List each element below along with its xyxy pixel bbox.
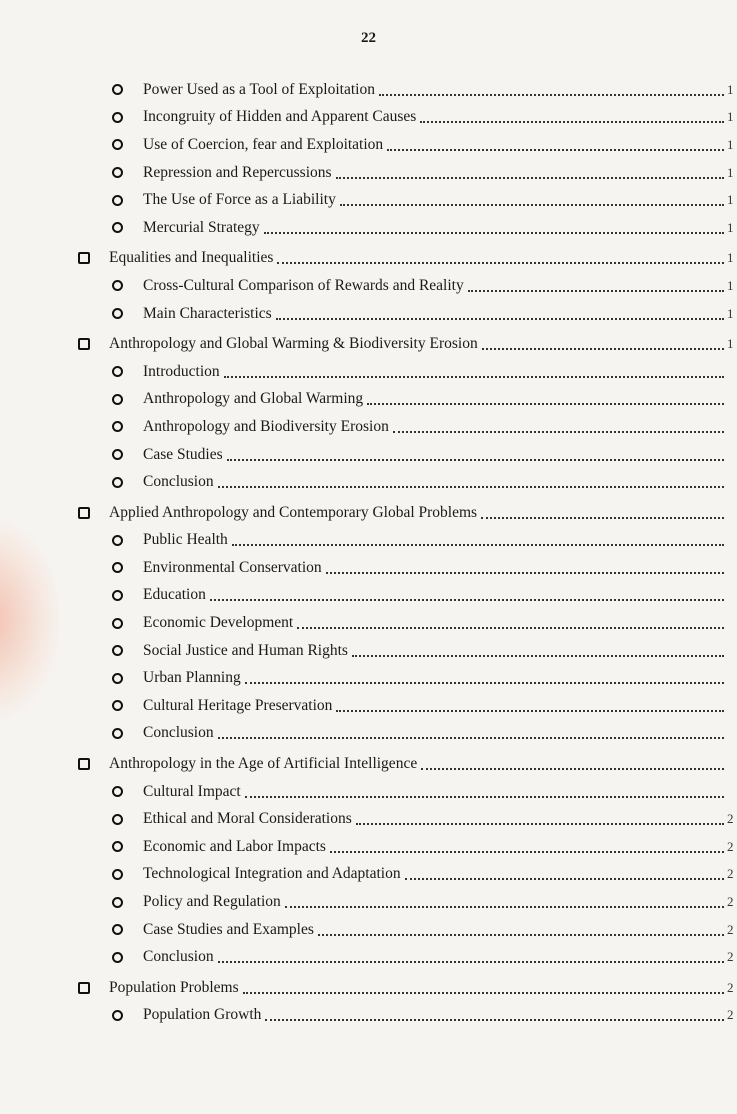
circle-bullet-icon (112, 394, 123, 405)
entry-page-number: 1 (727, 192, 734, 208)
toc-subsection-entry (0, 76, 737, 104)
entry-page-number: 1 (727, 81, 734, 97)
toc-subsection-entry (0, 214, 737, 242)
circle-bullet-icon (112, 786, 123, 797)
circle-bullet-icon (112, 366, 123, 377)
entry-label: Environmental Conservation (143, 558, 322, 576)
circle-bullet-icon (112, 700, 123, 711)
entry-page-number: 2 (727, 949, 734, 965)
circle-bullet-icon (112, 952, 123, 963)
dot-leader (218, 737, 724, 739)
entry-label: Applied Anthropology and Contemporary Global Problems (109, 503, 478, 521)
dot-leader (297, 627, 724, 629)
circle-bullet-icon (112, 645, 123, 656)
dot-leader (277, 262, 724, 264)
toc-subsection-entry (0, 692, 737, 720)
dot-leader (379, 94, 724, 96)
entry-label: Incongruity of Hidden and Apparent Causes (143, 108, 417, 126)
dot-leader (227, 459, 724, 461)
entry-label: Case Studies (143, 445, 223, 463)
square-bullet-icon (78, 507, 90, 519)
entry-label: Economic and Labor Impacts (143, 837, 326, 855)
entry-page-number: 2 (727, 866, 734, 882)
toc-subsection-entry (0, 720, 737, 748)
toc-subsection-entry (0, 943, 737, 971)
toc-section-entry (0, 245, 737, 273)
entry-page-number: 1 (727, 109, 734, 125)
toc-subsection-entry (0, 582, 737, 610)
entry-label: Equalities and Inequalities (109, 249, 274, 267)
toc-subsection-entry (0, 468, 737, 496)
table-of-contents (0, 76, 737, 1029)
dot-leader (482, 348, 724, 350)
circle-bullet-icon (112, 673, 123, 684)
dot-leader (276, 318, 724, 320)
entry-page-number: 1 (727, 336, 734, 352)
circle-bullet-icon (112, 421, 123, 432)
circle-bullet-icon (112, 222, 123, 233)
entry-label: Ethical and Moral Considerations (143, 810, 352, 828)
entry-label: Cultural Heritage Preservation (143, 696, 333, 714)
dot-leader (367, 403, 724, 405)
dot-leader (420, 121, 724, 123)
toc-subsection-entry (0, 833, 737, 861)
toc-subsection-entry (0, 861, 737, 889)
entry-label: Main Characteristics (143, 304, 272, 322)
entry-page-number: 1 (727, 277, 734, 293)
dot-leader (210, 599, 724, 601)
entry-label: The Use of Force as a Liability (143, 191, 336, 209)
page-number: 22 (361, 30, 376, 46)
circle-bullet-icon (112, 112, 123, 123)
dot-leader (218, 961, 724, 963)
dot-leader (245, 682, 724, 684)
toc-section-entry (0, 974, 737, 1002)
entry-page-number: 2 (727, 894, 734, 910)
dot-leader (245, 796, 724, 798)
dot-leader (336, 177, 724, 179)
toc-section-entry (0, 750, 737, 778)
entry-page-number: 2 (727, 1007, 734, 1023)
dot-leader (336, 710, 724, 712)
square-bullet-icon (78, 252, 90, 264)
entry-label: Anthropology and Biodiversity Erosion (143, 417, 389, 435)
dot-leader (340, 204, 724, 206)
entry-label: Case Studies and Examples (143, 920, 314, 938)
circle-bullet-icon (112, 728, 123, 739)
circle-bullet-icon (112, 84, 123, 95)
entry-page-number: 2 (727, 811, 734, 827)
dot-leader (285, 906, 724, 908)
toc-subsection-entry (0, 272, 737, 300)
circle-bullet-icon (112, 869, 123, 880)
toc-subsection-entry (0, 413, 737, 441)
toc-subsection-entry (0, 358, 737, 386)
toc-subsection-entry (0, 778, 737, 806)
dot-leader (218, 486, 724, 488)
circle-bullet-icon (112, 1010, 123, 1021)
entry-label: Power Used as a Tool of Exploitation (143, 80, 375, 98)
toc-subsection-entry (0, 131, 737, 159)
dot-leader (232, 544, 724, 546)
entry-label: Technological Integration and Adaptation (143, 865, 401, 883)
entry-label: Population Problems (109, 978, 239, 996)
entry-label: Anthropology and Global Warming & Biodiversity Erosion (109, 335, 478, 353)
dot-leader (356, 823, 724, 825)
toc-subsection-entry (0, 805, 737, 833)
circle-bullet-icon (112, 195, 123, 206)
dot-leader (421, 768, 724, 770)
dot-leader (265, 1019, 724, 1021)
toc-subsection-entry (0, 527, 737, 555)
entry-page-number: 1 (727, 136, 734, 152)
toc-subsection-entry (0, 300, 737, 328)
dot-leader (352, 655, 724, 657)
toc-subsection-entry (0, 1002, 737, 1030)
entry-label: Anthropology in the Age of Artificial Intelligence (109, 755, 418, 773)
entry-label: Conclusion (143, 473, 214, 491)
toc-subsection-entry (0, 609, 737, 637)
entry-label: Cultural Impact (143, 782, 241, 800)
circle-bullet-icon (112, 477, 123, 488)
entry-page-number: 1 (727, 164, 734, 180)
toc-subsection-entry (0, 104, 737, 132)
toc-subsection-entry (0, 386, 737, 414)
entry-label: Conclusion (143, 724, 214, 742)
dot-leader (224, 376, 724, 378)
circle-bullet-icon (112, 841, 123, 852)
toc-subsection-entry (0, 159, 737, 187)
dot-leader (468, 290, 724, 292)
circle-bullet-icon (112, 924, 123, 935)
entry-label: Repression and Repercussions (143, 163, 332, 181)
dot-leader (387, 149, 724, 151)
toc-subsection-entry (0, 637, 737, 665)
entry-page-number: 2 (727, 838, 734, 854)
dot-leader (481, 517, 724, 519)
entry-label: Education (143, 586, 206, 604)
circle-bullet-icon (112, 535, 123, 546)
toc-subsection-entry (0, 664, 737, 692)
circle-bullet-icon (112, 308, 123, 319)
square-bullet-icon (78, 982, 90, 994)
entry-page-number: 1 (727, 250, 734, 266)
circle-bullet-icon (112, 449, 123, 460)
entry-label: Use of Coercion, fear and Exploitation (143, 135, 384, 153)
dot-leader (264, 232, 724, 234)
circle-bullet-icon (112, 139, 123, 150)
dot-leader (326, 572, 724, 574)
toc-subsection-entry (0, 441, 737, 469)
dot-leader (318, 934, 724, 936)
circle-bullet-icon (112, 167, 123, 178)
circle-bullet-icon (112, 590, 123, 601)
dot-leader (330, 851, 724, 853)
entry-label: Urban Planning (143, 669, 241, 687)
entry-label: Mercurial Strategy (143, 218, 260, 236)
entry-page-number: 1 (727, 219, 734, 235)
entry-page-number: 2 (727, 921, 734, 937)
dot-leader (393, 431, 724, 433)
circle-bullet-icon (112, 897, 123, 908)
toc-subsection-entry (0, 888, 737, 916)
entry-label: Social Justice and Human Rights (143, 641, 348, 659)
entry-label: Introduction (143, 362, 220, 380)
entry-label: Cross-Cultural Comparison of Rewards and Reality (143, 276, 464, 294)
dot-leader (243, 992, 724, 994)
entry-label: Economic Development (143, 614, 294, 632)
circle-bullet-icon (112, 562, 123, 573)
toc-section-entry (0, 499, 737, 527)
toc-subsection-entry (0, 186, 737, 214)
entry-label: Conclusion (143, 948, 214, 966)
entry-label: Public Health (143, 531, 228, 549)
square-bullet-icon (78, 338, 90, 350)
entry-label: Population Growth (143, 1006, 262, 1024)
circle-bullet-icon (112, 618, 123, 629)
entry-page-number: 1 (727, 305, 734, 321)
entry-label: Policy and Regulation (143, 893, 281, 911)
dot-leader (405, 878, 724, 880)
entry-page-number: 2 (727, 979, 734, 995)
toc-subsection-entry (0, 554, 737, 582)
entry-label: Anthropology and Global Warming (143, 390, 364, 408)
toc-subsection-entry (0, 916, 737, 944)
circle-bullet-icon (112, 280, 123, 291)
toc-section-entry (0, 330, 737, 358)
square-bullet-icon (78, 758, 90, 770)
circle-bullet-icon (112, 814, 123, 825)
